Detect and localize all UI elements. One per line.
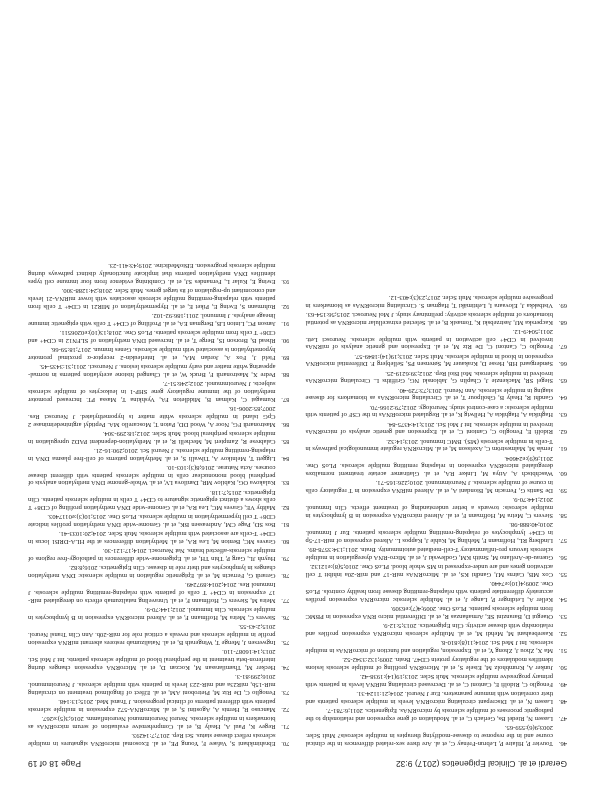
reference-entry [306,723,568,747]
reference-text: Huynh JL, Garg P, Thin TH, et al. Epigenome-wide differences in pathology-free regions of multiple sclerosis-affected brains. Nat Neurosci. 2014;17:121-30. [28,547,276,563]
reference-number: 86. [281,420,290,428]
journal-citation: Gerardi et al. Clinical Epigenetics (2017) 9:32 [395,759,567,769]
reference-entry [28,605,290,621]
reference-entry [306,621,568,637]
reference-text: Jernås M, Malmeström C, Axelsson M, et al. MicroRNA regulate immunological pathways in T-cells in multiple sclerosis (MS). BMC Immunol. 2013;14:32. [305,437,553,453]
reference-entry [306,706,568,722]
reference-number: 89. [281,353,290,361]
reference-number: 60. [558,470,567,478]
reference-text: Kumagai C, Kalman B, Middleton FA, Vyshkina T, Massa PT. Increased promoter methylation of the immune regulatory gene SHP-1 in leukocytes of multiple sclerosis subjects. J Neuroimmunol. 2012;246:51-7. [28,379,276,403]
reference-number: 48. [558,698,567,706]
reference-entry [28,622,290,646]
reference-number: 53. [558,613,567,621]
reference-text: Bos SD, Page CM, Andreassen BK, et al. Genome-wide DNA methylation profiles indicate CD8+ T cell hypermethylation in multiple sclerosis. PLoS One. 2015;10(3):e0117403. [28,513,276,529]
reference-number: 88. [281,370,290,378]
reference-number: 64. [558,394,567,402]
reference-entry [306,293,568,309]
reference-text: Gandhi R, Healy B, Gholipour T, et al. Circulating microRNAs as biomarkers for disease staging in multiple sclerosis. Ann Neurol. 2013;73:729-40. [305,386,553,402]
reference-text: Otaegui D, Baranzini SE, Armañanzas R, et al. Differential micro RNA expression in PBMC from multiple sclerosis patients. PLoS One. 2009;4(7):e6309. [305,605,553,621]
reference-text: Siegel SR, Mackenzie J, Chaplin G, Jablonski NG, Griffiths L. Circulating microRNAs involved in multiple sclerosis. Mol Biol Rep. 2012;39:6219-25. [305,369,553,385]
reference-number: 61. [558,445,567,453]
reference-text: Keller A, Leidinger P, Lange J, et al. Multiple sclerosis: microRNA expression profiles accurately differentiate patients with relapsing-remitting disease from healthy controls. PLoS One. 2009;4(10):e7440. [305,580,553,604]
reference-number: 90. [281,336,290,344]
reference-number: 71. [281,723,290,730]
reference-entry [28,429,290,445]
reference-text: Lassen N, Riedel Bs, Gerlach C, et al. Modulation of gene expression and relationship to the pathogenic processes of multiple sclerosis by microRNAs. Epigenetics. 2011;6:781-7. [305,707,553,723]
reference-number: 50. [558,664,567,672]
reference-number: 56. [558,554,567,562]
reference-entry [28,446,290,462]
reference-number: 65. [558,377,567,385]
reference-number: 74. [281,664,290,672]
reference-number: 68. [558,318,567,326]
reference-entry [28,488,290,512]
reference-text: Ridolfi E, Fenoglio C, Cantoni C, et al. Expression and genetic analysis of microRNAs involved in multiple sclerosis. Int J Mol Sci. 2013;14:4375-84. [305,420,553,436]
reference-number: 92. [281,302,290,310]
reference-entry [306,386,568,402]
reference-entry [28,530,290,546]
reference-number: 55. [558,571,567,579]
reference-entry [28,547,290,563]
reference-text: Haghikia A, Haghikia A, Hellwig K, et al. Regulated microRNAs in the CSF of patients with multiple sclerosis: a case-control study. Neurology. 2012;79:2166-70. [305,403,553,419]
reference-entry [306,369,568,385]
reference-number: 80. [281,538,290,546]
reference-text: Regev K, Paul A, Healy B, et al. Comprehensive evaluation of serum microRNAs as biomarkers in multiple sclerosis. Neurol Neuroimmunol Neuroinflamm. 2016;3(5):e267. [28,715,276,730]
reference-number: 78. [281,572,290,580]
reference-text: Graves MC, Benton M, Lea RA, et al. Methylation differences at the HLA-DRB1 locus in CD4+ T-cells are associated with multiple sclerosis. Mult Scler. 2014;20:1033-41. [28,530,276,546]
reference-entry [28,697,290,713]
reference-entry [306,545,568,561]
reference-entry [28,672,290,696]
reference-text: Meira M, Sievers C, Hoffmann F, et al. Unraveling natalizumab effects on deregulated miR-17 expression in CD4+ T cells of patients with relapsing-remitting multiple sclerosis. J Immunol Res. 2014;2014:897249. [28,581,276,605]
reference-text: Ebrahimkhani S, Vafaee F, Young PE, et al. Exosomal microRNA signatures in multiple sclerosis reflect disease status. Sci Rep. 2017;7:14293. [28,732,276,747]
reference-entry [28,345,290,361]
reference-number: 47. [558,715,567,723]
reference-number: 82. [281,504,290,512]
reference-number: 85. [281,437,290,445]
reference-text: Vistbakka J, Elovaara I, Lehtimäki T, Hagman S. Circulating microRNAs as biomarkers in progressive multiple sclerosis. Mult Scler. 2017;23(3):403-12. [305,293,553,309]
reference-number: 81. [281,521,290,529]
reference-entry [306,520,568,544]
reference-column-left [306,14,568,747]
reference-text: Sievers C, Meira M, Hoffmann F, et al. Altered microRNA expression in B lymphocytes in multiple sclerosis: towards a better understanding of treatment effects. Clin Immunol. 2012;144:70-9. [305,496,553,520]
reference-entry [306,638,568,654]
reference-number: 51. [558,647,567,655]
reference-entry [28,311,290,327]
reference-text: Calabrese R, Zampieri M, Mechelli R, et al. Methylation-dependent PAD2 upregulation in multiple sclerosis peripheral blood. Mult Scler. 2012;18:299-304. [28,429,276,445]
reference-text: Cox MB, Cairns MJ, Gandhi KS, et al. MicroRNAs miR-17 and miR-20a inhibit T cell activation genes and are under-expressed in MS whole blood. PLoS One. 2010;5(8):e12132. [305,563,553,579]
reference-text: Touvier P, Hilaire P, Lebrun-Frénay C, et al. Are there sex-related differences in the clinical course and in the response to disease-modifying therapies in multiple sclerosis? Mult Scler. 2003;9(6):559-65. [305,724,553,747]
reference-number: 70. [281,740,290,747]
reference-number: 49. [558,681,567,689]
reference-entry [306,579,568,603]
reference-entry [306,562,568,578]
reference-number: 83. [281,479,290,487]
reference-text: Ingwersen J, Menge T, Wingerath B, et al. Natalizumab restores aberrant miRNA expression profile in multiple sclerosis and reveals a critical role for miR-20b. Ann Clin Transl Neurol. 2015;2:43-55. [28,623,276,647]
reference-entry [28,564,290,580]
reference-entry [306,454,568,478]
reference-text: Sievers C, Meira M, Hoffmann F, et al. Altered microRNA expression in B lymphocytes in multiple sclerosis. Clin Immunol. 2012;144:70-9. [28,606,276,622]
reference-entry [28,286,290,310]
reference-number: 91. [281,319,290,327]
reference-entry [28,261,290,285]
reference-text: Hecker M, Thamilarasan M, Koczan D, et al. MicroRNA expression changes during interferon-beta treatment in the peripheral blood of multiple sclerosis patients. Int J Mol Sci. 2013;14:16087-110. [28,648,276,672]
reference-number: 58. [558,512,567,520]
reference-text: Fenoglio C, Ridolfi E, Cantoni C, et al. Decreased circulating miRNA levels in patients with primary progressive multiple sclerosis. Mult Scler. 2013;19(14):1938-42. [305,673,553,689]
reference-text: Kulakova OG, Kabilov MR, Danilova LV, et al. Whole-genome DNA methylation analysis of peripheral blood mononuclear cells in multiple sclerosis patients with different disease courses. Acta Naturae. 2016;8(3):103-10. [28,463,276,487]
reference-entry [28,328,290,344]
reference-number: 76. [281,614,290,622]
reference-number: 69. [558,301,567,309]
reference-entry [306,604,568,620]
reference-text: Rhead B, Brorson IS, Berge T, et al. Increased DNA methylation of SLFN12 in CD4+ and CD8+ T cells from multiple sclerosis patients. PLoS One. 2018;13(10):e0206511. [28,328,276,344]
reference-text: Ma X, Zhou J, Zhong Y, et al. Expression, regulation and function of microRNAs in multiple sclerosis. Int J Med Sci. 2014;11(8):810-8. [305,639,553,655]
reference-number: 46. [558,740,567,747]
reference-text: Janson PC, Linton LB, Bergman EA, et al. Profiling of CD4+ T cells with epigenetic immune lineage analysis. J Immunol. 2011;186:92-102. [28,311,276,327]
running-head [28,755,567,769]
reference-number: 75. [281,639,290,647]
reference-text: Guerau-de-Arellano M, Smith KM, Godlewski J, et al. Micro-RNA dysregulation in multiple sclerosis favours pro-inflammatory T-cell-mediated autoimmunity. Brain. 2011;134:3578-89. [305,546,553,562]
reference-entry [306,327,568,351]
reference-text: Gerardi G, Ferracin M, et al. Epigenetic regulation in multiple sclerosis: DNA methylation changes in lymphocytes and their role in disease. Clin Epigenetics. 2016;8:82. [28,564,276,580]
reference-number: 93. [281,277,290,285]
reference-text: Kasrebeahani M, Mehdi M, et al. Multiple sclerosis microRNA expression profiles and relationship with disease activity. Clin Epigenetics. 2013;5:12-9. [305,622,553,638]
reference-number: 84. [281,454,290,462]
reference-entry [306,496,568,520]
reference-number: 73. [281,689,290,696]
reference-text: Ewing E, Kular L, Fernandes SJ, et al. Combining evidence from four immune cell types identifies DNA methylation patterns that implicate functionally distinct pathways during multiple sclerosis progression. EBioMedicine. 2019;43:411-23. [28,262,276,285]
reference-entry [306,437,568,453]
reference-number: 77. [281,597,290,605]
reference-entry [28,404,290,428]
reference-number: 57. [558,537,567,545]
reference-columns [28,14,567,747]
reference-number: 79. [281,555,290,563]
reference-column-right [28,14,290,747]
reference-number: 67. [558,343,567,351]
page-number: Page 18 of 19 [28,759,81,769]
reference-text: Mastronardi FG, Noor A, Wood DD, Paton T, Moscarello MA. Peptidyl argininedeiminase 2 CpG island in multiple sclerosis white matter is hypomethylated. J Neurosci Res. 2007;85:2006-16. [28,404,276,428]
reference-entry [306,479,568,495]
reference-text: Fenoglio C, Cantoni C, De Riz M, et al. Expression and genetic analysis of miRNAs involved in CD4+ cell activation in patients with multiple sclerosis. Neurosci Lett. 2011;504:9-12. [305,327,553,351]
reference-entry [306,655,568,671]
reference-entry [306,403,568,419]
reference-number: 54. [558,596,567,604]
reference-number: 59. [558,487,567,495]
reference-entry [28,581,290,605]
reference-entry [306,689,568,705]
reference-text: Lassen N, et al. Discrepant circulating microRNA levels in multiple sclerosis patients and their correlation with immune parameters. Eur J Neurol. 2014;21:1124-31. [305,690,553,706]
reference-text: Fenoglio C, De Riz M, Pietroboni AM, et al. Effect of fingolimod treatment on circulating miR-15b, miR23a and miR-223 levels in patients with multiple sclerosis. J Neuroimmunol. 2016;299:81-3. [28,673,276,696]
reference-text: Pedre X, Mastronardi F, Bruck W, et al. Changed histone acetylation patterns in normal-appearing white matter and early multiple sclerosis lesions. J Neurosci. 2011;31:3435-45. [28,362,276,378]
reference-entry [28,463,290,487]
reference-text: Søndergaard HB, Hesse D, Krakauer M, Sørensen PS, Sellebjerg F. Differential microRNA expression in blood in multiple sclerosis. Mult Scler. 2013;19(14):1849-57. [305,352,553,368]
reference-entry [28,513,290,529]
reference-entry [28,362,290,378]
reference-entry [28,714,290,730]
reference-number: 66. [558,360,567,368]
reference-number: 72. [281,706,290,713]
reference-number: 87. [281,395,290,403]
reference-entry [28,731,290,747]
reference-entry [306,352,568,368]
reference-entry [306,420,568,436]
reference-text: Mancuso R, Hernis A, Agostini S, et al. MicroRNA-572 expression in multiple sclerosis patients with different patterns of clinical progression. J Transl Med. 2015;13:148. [28,698,276,713]
reference-text: Kacperska MJ, Jastrzebski K, Tomasik B, et al. Selected extracellular microRNA as potential biomarkers of multiple sclerosis activity: preliminary study. J Mol Neurosci. 2015;56:154-63. [305,310,553,326]
reference-text: De Santis G, Ferracin M, Biondani A, et al. Altered miRNA expression in T regulatory cells in course of multiple sclerosis. J Neuroimmunol. 2010;226:165-71. [305,479,553,495]
reference-entry [306,310,568,326]
reference-text: Junker A, Krumbholz M, Eisele S, et al. MicroRNA profiling of multiple sclerosis lesions identifies modulators of the regulatory protein CD47. Brain. 2009;132:3342-52. [305,656,553,672]
reference-entry [28,379,290,403]
reference-text: Waschbisch A, Atiya M, Linker RA, et al. Glatiramer acetate treatment normalizes deregulated microRNA expression in relapsing remitting multiple sclerosis. PLoS One. 2011;6(9):e24604. [305,454,553,478]
reference-number: 63. [558,411,567,419]
reference-text: Field J, Fox A, Jordan MA, et al. Interleukin-2 receptor-α proximal promoter hypomethylation is associated with multiple sclerosis. Genes Immun. 2017;18:59-66. [28,345,276,361]
reference-number: 62. [558,428,567,436]
reference-entry [306,672,568,688]
reference-text: Liggett T, Melnikov A, Tilwalli S, et al. Methylation patterns of cell-free plasma DNA in relapsing-remitting multiple sclerosis. J Neurol Sci. 2010;290:16-21. [28,446,276,462]
reference-number: 52. [558,630,567,638]
reference-text: Lindberg RL, Hoffmann F, Mehling M, Kuhle J, Kappos L. Altered expression of miR-17-5p in CD4+ lymphocytes of relapsing-remitting multiple sclerosis patients. Eur J Immunol. 2010;40:888-98. [305,521,553,545]
reference-text: Maltby VE, Graves MC, Lea RA, et al. Genome-wide DNA methylation profiling of CD8+ T cells shows a distinct epigenetic signature to CD4+ T cells in multiple sclerosis patients. Clin Epigenetics. 2015;7:118. [28,488,276,512]
reference-entry [28,647,290,671]
reference-text: Ruhrmann S, Ewing E, Piket E, et al. Hypermethylation of MIR21 in CD4+ T cells from patients with relapsing-remitting multiple sclerosis associates with lower miRNA-21 levels and concomitant up-regulation of its target genes. Mult Scler. 2018;24:1288-300. [28,286,276,310]
